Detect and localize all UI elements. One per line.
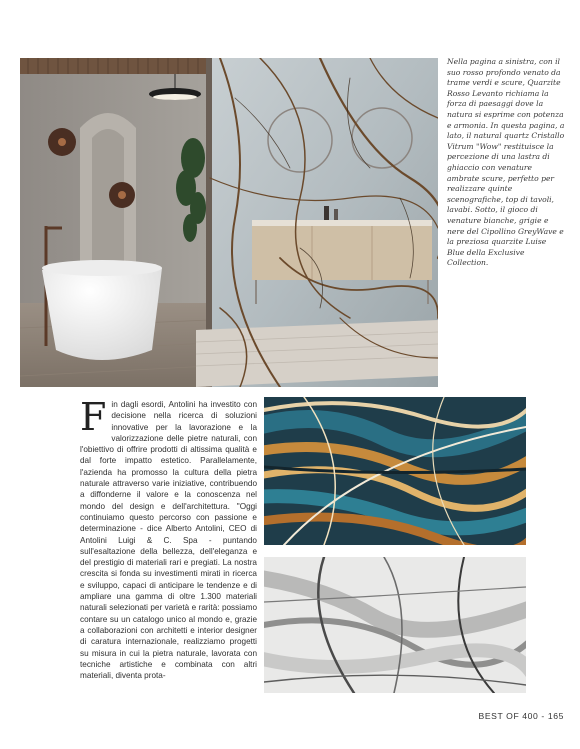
page-folio: BEST OF 400 - 165 bbox=[478, 711, 564, 721]
marble-swatch-blue bbox=[264, 397, 526, 545]
drop-cap: F bbox=[80, 395, 107, 439]
bathroom-photo bbox=[20, 58, 438, 387]
article-text: in dagli esordi, Antolini ha investito con decisione nella ricerca di soluzioni innovative per la lavorazione e la valorizzazione delle pietre naturali, con l'obiettivo di offrire prodotti di altissima qualità e dal forte impatto estetico. Parallelamente, l'azienda ha promosso la cultura della pietra naturale attraverso varie iniziative, contribuendo a diffonderne il valore e la conoscenza nel mondo del design e dell'architettura. "Oggi continuiamo questo percorso con passione e determinazione - dice Alberto Antolini, CEO di Antolini Luigi & C. Spa - puntando sull'esaltazione della bellezza, dell'eleganza e del prestigio di materiali rari e pregiati. La nostra crescita si fonda su investimenti mirati in ricerca e sviluppo, capaci di anticipare le tendenze e di ampliare una gamma di oltre 1.300 materiali naturali selezionati per varietà e rarità: possiamo contare su un catalogo unico al mondo e, grazie a collaborazioni con architetti e interior designer di caratura internazionale, realizziamo progetti su misura in cui la pietra naturale, lavorata con tecniche artistiche e combinata con altri materiali, diventa prota- bbox=[80, 400, 257, 681]
photo-caption: Nella pagina a sinistra, con il suo rosso profondo venato da trame verdi e scure, Quarzite Rosso Levanto richiama la forza di paesaggi dove la natura si esprime con potenza e armonia. In questa pagina, a lato, il natural quartz Cristallo Vitrum "Wow" restituisce la percezione di una lastra di ghiaccio con venature ambrate scure, perfetto per realizzare quinte scenografiche, top di tavoli, lavabi. Sotto, il gioco di venature bianche, grigie e nere del Cipollino GreyWave e la preziosa quarzite Luise Blue della Exclusive Collection. bbox=[447, 57, 565, 268]
marble-swatch-grey bbox=[264, 557, 526, 693]
article-body bbox=[80, 395, 257, 681]
